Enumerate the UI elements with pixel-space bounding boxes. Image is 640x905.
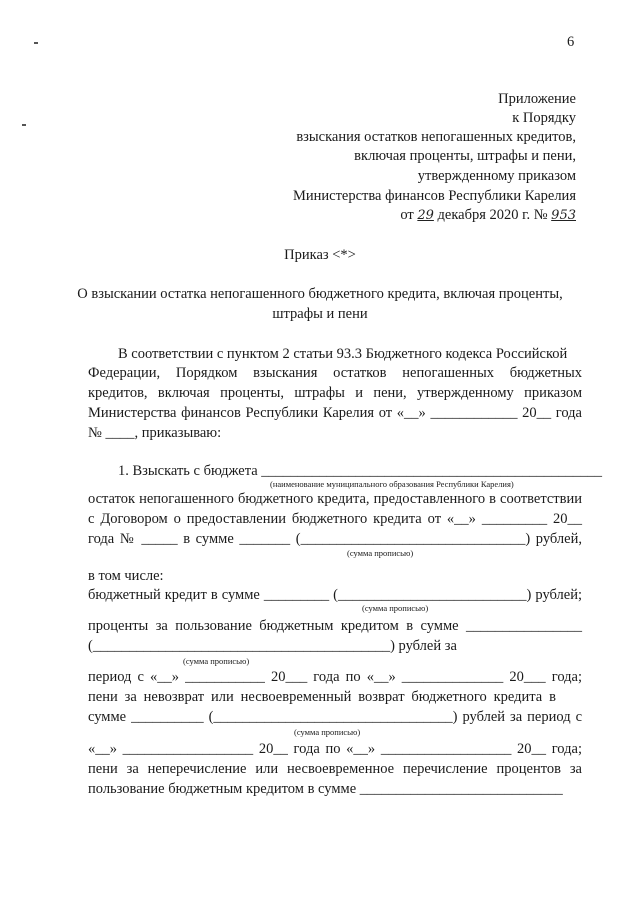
header-line-6: Министерства финансов Республики Карелия xyxy=(292,188,576,204)
item1-line-10: пени за невозврат или несвоевременный возврат бюджетного кредита в xyxy=(88,689,556,705)
item1-line-14: пользование бюджетным кредитом в сумме ____________________________ xyxy=(88,781,563,797)
subject-line-1: О взыскании остатка непогашенного бюджетного кредита, включая проценты, xyxy=(77,286,563,302)
item1-line-13: пени за неперечисление или несвоевременное перечисление процентов за xyxy=(88,761,582,777)
handwritten-day: 29 xyxy=(417,208,434,223)
header-line-2: к Порядку xyxy=(512,110,576,126)
scan-mark xyxy=(22,124,26,126)
header-line-4: включая проценты, штрафы и пени, xyxy=(354,148,576,164)
page-number: 6 xyxy=(567,34,575,50)
subject-line-2: штрафы и пени xyxy=(272,306,368,322)
handwritten-number: 953 xyxy=(551,208,576,223)
item1-line-2: остаток непогашенного бюджетного кредита, предоставленного в соответствии xyxy=(88,491,582,507)
date-prefix: от xyxy=(400,207,414,223)
item1-line-4: года № _____ в сумме _______ (_______________________________) рублей, xyxy=(88,531,582,547)
header-line-7 xyxy=(400,206,576,225)
caption-amount-3: (сумма прописью) xyxy=(183,656,250,666)
date-middle: декабря 2020 г. № xyxy=(437,207,548,223)
caption-amount-1: (сумма прописью) xyxy=(347,548,414,558)
item1-line-6: бюджетный кредит в сумме _________ (__________________________) рублей; xyxy=(88,587,582,603)
intro-line-4: Министерства финансов Республики Карелия от «__» ____________ 20__ года xyxy=(88,405,582,421)
caption-amount-2: (сумма прописью) xyxy=(362,603,429,613)
intro-line-5: № ____, приказываю: xyxy=(88,425,222,441)
caption-amount-4: (сумма прописью) xyxy=(294,727,361,737)
caption-municipality: (наименование муниципального образования Республики Карелия) xyxy=(270,479,514,489)
intro-line-2: Федерации, Порядком взыскания остатков непогашенных бюджетных xyxy=(88,365,582,381)
header-line-5: утвержденному приказом xyxy=(417,168,576,184)
header-line-3: взыскания остатков непогашенных кредитов, xyxy=(296,129,576,145)
item1-line-7: проценты за пользование бюджетным кредитом в сумме ________________ xyxy=(88,618,582,634)
item1-line-12: «__» __________________ 20__ года по «__» __________________ 20__ года; xyxy=(88,741,582,757)
item1-line-1: 1. Взыскать с бюджета _______________________________________________ xyxy=(118,463,603,479)
order-title: Приказ <*> xyxy=(284,247,356,263)
header-line-1: Приложение xyxy=(498,91,576,107)
item1-line-3: с Договором о предоставлении бюджетного кредита от «__» _________ 20__ xyxy=(88,511,582,527)
intro-line-1: В соответствии с пунктом 2 статьи 93.3 Бюджетного кодекса Российской xyxy=(118,346,568,362)
item1-line-8: (_________________________________________) рублей за xyxy=(88,638,457,654)
item1-line-9: период с «__» ___________ 20___ года по «__» ______________ 20___ года; xyxy=(88,669,582,685)
item1-line-11: сумме __________ (_________________________________) рублей за период с xyxy=(88,709,582,725)
intro-line-3: кредитов, включая проценты, штрафы и пени, утвержденному приказом xyxy=(88,385,582,401)
scan-mark xyxy=(34,42,38,44)
item1-line-5: в том числе: xyxy=(88,568,164,584)
